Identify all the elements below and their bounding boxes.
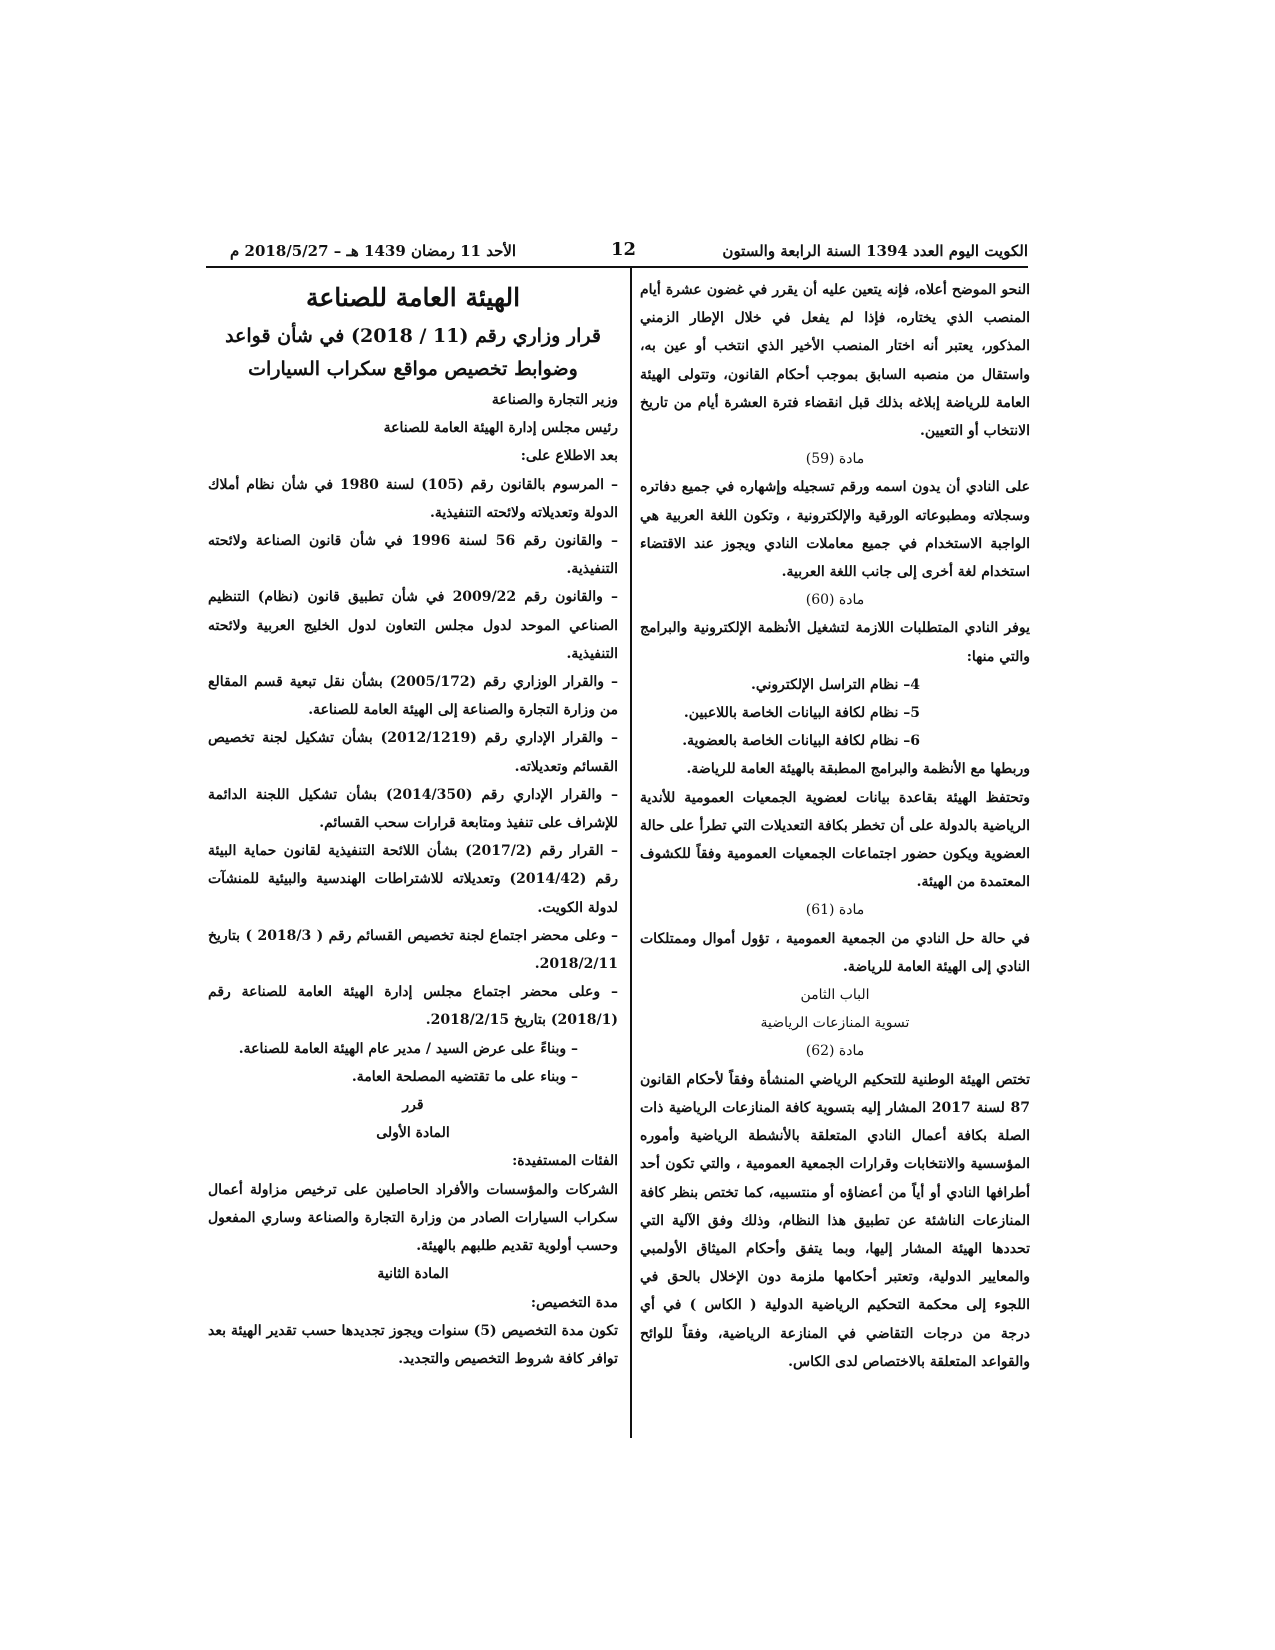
paragraph: في حالة حل النادي من الجمعية العمومية ، تؤول أموال وممتلكات النادي إلى الهيئة العامة للرياضة. [640,930,1030,975]
reference-item: – والقرار الإداري رقم (2012/1219) بشأن تشكيل لجنة تخصيص القسائم وتعديلاته. [208,730,619,775]
reference-item: – والقانون رقم 56 لسنة 1996 في شأن قانون الصناعة ولائحته التنفيذية. [208,533,619,578]
decision-subtitle: وضوابط تخصيص مواقع سكراب السيارات [248,358,578,380]
reference-item: – وعلى محضر اجتماع مجلس إدارة الهيئة العامة للصناعة رقم (2018/1) بتاريخ 2018/2/15. [208,984,618,1029]
article-heading: المادة الأولى [376,1125,450,1142]
reference-item: – وبناء على ما تقتضيه المصلحة العامة. [351,1068,578,1085]
page-header [206,232,1028,268]
paragraph: تختص الهيئة الوطنية للتحكيم الرياضي المنشأة وفقاً لأحكام القانون 87 لسنة 2017 المشار إليه بتسوية كافة المنازعات الرياضية ذات الصلة بكافة أعمال النادي المتعلقة بالأنشطة الرياضية وأموره المؤسسية والانتخابات وقرارات الجمعية العمومية ، والتي تكون أحد أطرافها النادي أو أياً من أعضاؤه أو منتسبيه، كما تختص بنظر كافة المنازعات الناشئة عن تطبيق هذا النظام، وذلك وفق الآلية التي تحددها الهيئة المشار إليها، وبما يتفق وأحكام الميثاق الأولمبي والمعايير الدولية، وتعتبر أحكامها ملزمة دون الإخلال بالحق في اللجوء إلى محكمة التحكيم الرياضية الدولية ( الكاس ) في أي درجة من درجات التقاضي في المنازعة الرياضية، وفقاً للوائح والقواعد المتعلقة بالاختصاص لدى الكاس. [640,1071,1031,1370]
list-item: 5– نظام لكافة البيانات الخاصة باللاعبين. [683,705,920,722]
reference-item: – والقانون رقم 2009/22 في شأن تطبيق قانون (نظام) التنظيم الصناعي الموحد لدول مجلس التعاون لدول الخليج العربية ولائحته التنفيذية. [208,589,618,662]
minister-line: وزير التجارة والصناعة [491,392,618,408]
reference-item: – والقرار الوزاري رقم (2005/172) بشأن نقل تبعية قسم المقالع من وزارة التجارة والصناعة إلى الهيئة العامة للصناعة. [208,674,618,719]
article-heading: مادة (61) [805,902,865,919]
reference-item: – وبناءً على عرض السيد / مدير عام الهيئة العامة للصناعة. [238,1040,578,1057]
article-heading: المادة الثانية [377,1266,449,1283]
section-label: الفئات المستفيدة: [512,1153,618,1170]
list-item: 4– نظام التراسل الإلكتروني. [750,676,920,693]
paragraph: على النادي أن يدون اسمه ورقم تسجيله وإشهاره في جميع دفاتره وسجلاته ومطبوعاته الورقية والإلكترونية ، وتكون اللغة العربية هي الواجبة الاستخدام في جميع معاملات النادي ويجوز عند الاقتضاء استخدام لغة أخرى إلى جانب اللغة العربية. [640,479,1030,581]
issue-date: الأحد 11 رمضان 1439 هـ – 2018/5/27 م [230,242,517,260]
chapter-heading: الباب الثامن [800,987,870,1004]
chairman-line: رئيس مجلس إدارة الهيئة العامة للصناعة [383,420,618,437]
paragraph: وتحتفظ الهيئة بقاعدة بيانات لعضوية الجمعيات العمومية للأندية الرياضية بالدولة على أن تخطر بكافة التعديلات التي تطرأ على حالة العضوية ويكون حضور اجتماعات الجمعيات العمومية وفقاً للكشوف المعتمدة من الهيئة. [640,789,1030,891]
right-column [640,276,1030,1376]
left-column [208,276,618,1373]
after-review: بعد الاطلاع على: [520,448,618,465]
list-item: 6– نظام لكافة البيانات الخاصة بالعضوية. [682,733,920,750]
article-heading: مادة (59) [805,451,865,468]
paragraph: وربطها مع الأنظمة والبرامج المطبقة بالهيئة العامة للرياضة. [686,761,1030,778]
paragraph: النحو الموضح أعلاه، فإنه يتعين عليه أن يقرر في غضون عشرة أيام المنصب الذي يختاره، فإذا لم يفعل في خلال الإطار الزمني المذكور، يعتبر أنه اختار المنصب الأخير الذي انتخب أو عين به، واستقال من منصبه السابق بموجب أحكام القانون، وتتولى الهيئة العامة للرياضة إبلاغه بذلك قبل انقضاء فترة العشرة أيام من تاريخ الانتخاب أو التعيين. [640,282,1030,440]
column-divider [630,268,632,1438]
reference-item: – القرار رقم (2017/2) بشأن اللائحة التنفيذية لقانون حماية البيئة رقم (2014/42) وتعديلاته للاشتراطات الهندسية والبيئية للمنشآت لدولة الكويت. [208,843,618,916]
decision-title: قرار وزاري رقم (11 / 2018) في شأن قواعد [225,325,601,347]
paragraph: الشركات والمؤسسات والأفراد الحاصلين على ترخيص مزاولة أعمال سكراب السيارات الصادر من وزارة التجارة والصناعة وساري المفعول وحسب أولوية تقديم طلبهم بالهيئة. [208,1181,618,1255]
decided-heading: قرر [402,1097,424,1114]
reference-item: – والقرار الإداري رقم (2014/350) بشأن تشكيل اللجنة الدائمة للإشراف على تنفيذ ومتابعة قرارات سحب القسائم. [208,786,618,832]
paragraph: يوفر النادي المتطلبات اللازمة لتشغيل الأنظمة الإلكترونية والبرامج والتي منها: [640,620,1031,665]
article-heading: مادة (62) [805,1043,865,1060]
organization-title: الهيئة العامة للصناعة [305,283,521,312]
section-label: مدة التخصيص: [530,1294,618,1311]
reference-item: – المرسوم بالقانون رقم (105) لسنة 1980 في شأن نظام أملاك الدولة وتعديلاته ولائحته التنفيذية. [208,476,618,521]
reference-item: – وعلى محضر اجتماع لجنة تخصيص القسائم رقم ( 2018/3 ) بتاريخ 2018/2/11. [208,927,618,973]
page-number: 12 [611,239,637,260]
chapter-title: تسوية المنازعات الرياضية [760,1015,910,1032]
article-heading: مادة (60) [805,592,865,609]
paragraph: تكون مدة التخصيص (5) سنوات ويجوز تجديدها حسب تقدير الهيئة بعد توافر كافة شروط التخصيص والتجديد. [208,1322,618,1367]
gazette-issue: الكويت اليوم العدد 1394 السنة الرابعة والستون [722,242,1028,260]
